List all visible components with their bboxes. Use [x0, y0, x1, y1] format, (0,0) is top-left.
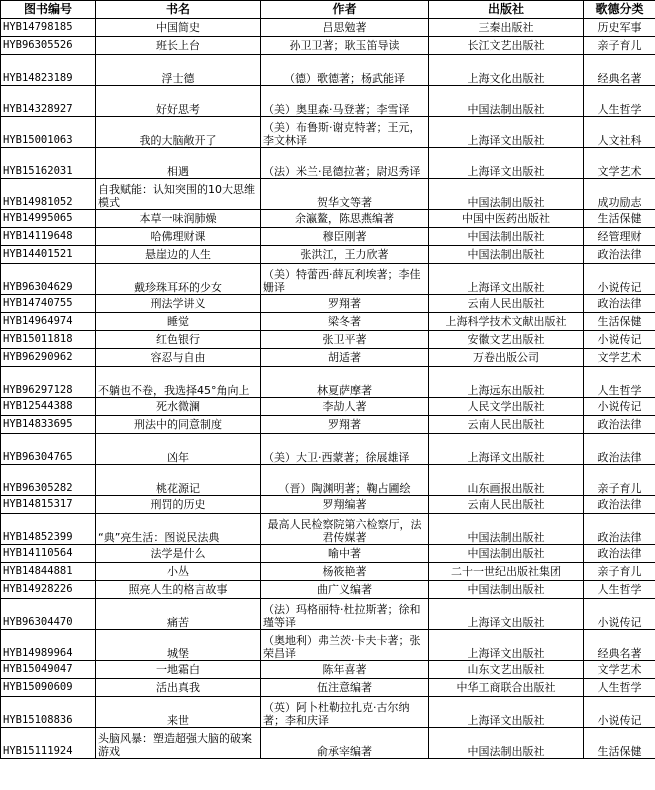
cell-publisher: 中国法制出版社	[429, 728, 584, 759]
cell-publisher: 山东画报出版社	[429, 465, 584, 496]
cell-publisher: 上海译文出版社	[429, 630, 584, 661]
table-row	[1, 55, 655, 86]
table-row	[1, 545, 655, 563]
cell-author: 曲广义编著	[261, 581, 429, 599]
cell-title: 我的大脑敞开了	[96, 117, 261, 148]
cell-author: （美）大卫·西蒙著；徐展雄译	[261, 434, 429, 465]
cell-book-id: HYB15001063	[1, 117, 96, 148]
cell-publisher: 中国法制出版社	[429, 179, 584, 210]
cell-author: （美）特蕾西·薛瓦利埃著；李佳姗译	[261, 264, 429, 295]
table-row	[1, 367, 655, 398]
table-row	[1, 563, 655, 581]
table-body	[1, 19, 655, 759]
cell-publisher: 中国法制出版社	[429, 545, 584, 563]
cell-book-id: HYB14401521	[1, 246, 96, 264]
cell-title: 刑法中的同意制度	[96, 416, 261, 434]
cell-category: 小说传记	[584, 697, 655, 728]
cell-category: 成功励志	[584, 179, 655, 210]
cell-book-id: HYB14928226	[1, 581, 96, 599]
cell-book-id: HYB14989964	[1, 630, 96, 661]
header-title: 书名	[96, 1, 261, 19]
cell-book-id: HYB14798185	[1, 19, 96, 37]
cell-title: 城堡	[96, 630, 261, 661]
table-row	[1, 679, 655, 697]
cell-publisher: 三秦出版社	[429, 19, 584, 37]
table-row	[1, 117, 655, 148]
cell-publisher: 中国法制出版社	[429, 514, 584, 545]
cell-author: 伍注意编著	[261, 679, 429, 697]
cell-title: “典”亮生活：图说民法典	[96, 514, 261, 545]
cell-book-id: HYB15090609	[1, 679, 96, 697]
cell-book-id: HYB14833695	[1, 416, 96, 434]
cell-author: 胡适著	[261, 349, 429, 367]
cell-author: 最高人民检察院第六检察厅，法君传媒著	[261, 514, 429, 545]
cell-book-id: HYB96305526	[1, 37, 96, 55]
table-row	[1, 661, 655, 679]
table-row	[1, 434, 655, 465]
cell-author: 杨筱艳著	[261, 563, 429, 581]
cell-title: 红色银行	[96, 331, 261, 349]
cell-title: 自我赋能：认知突围的10大思维模式	[96, 179, 261, 210]
cell-category: 政治法律	[584, 434, 655, 465]
cell-category: 政治法律	[584, 246, 655, 264]
table-row	[1, 210, 655, 228]
table-row	[1, 630, 655, 661]
cell-title: 相遇	[96, 148, 261, 179]
cell-title: 班长上台	[96, 37, 261, 55]
cell-category: 历史军事	[584, 19, 655, 37]
table-row	[1, 728, 655, 759]
cell-publisher: 长江文艺出版社	[429, 37, 584, 55]
cell-author: 罗翔著	[261, 416, 429, 434]
cell-title: 痛苦	[96, 599, 261, 630]
cell-title: 刑罚的历史	[96, 496, 261, 514]
cell-title: 中国简史	[96, 19, 261, 37]
cell-author: 林夏萨摩著	[261, 367, 429, 398]
cell-title: 浮士德	[96, 55, 261, 86]
cell-author: （美）奥里森·马登著；李雪译	[261, 86, 429, 117]
cell-category: 亲子育儿	[584, 563, 655, 581]
cell-title: 哈佛理财课	[96, 228, 261, 246]
cell-title: 死水微澜	[96, 398, 261, 416]
cell-book-id: HYB15011818	[1, 331, 96, 349]
cell-category: 生活保健	[584, 313, 655, 331]
cell-book-id: HYB14823189	[1, 55, 96, 86]
cell-category: 人生哲学	[584, 86, 655, 117]
cell-book-id: HYB14110564	[1, 545, 96, 563]
cell-publisher: 云南人民出版社	[429, 295, 584, 313]
cell-category: 生活保健	[584, 210, 655, 228]
header-row	[1, 1, 655, 19]
cell-author: 梁冬著	[261, 313, 429, 331]
cell-publisher: 上海译文出版社	[429, 264, 584, 295]
cell-category: 小说传记	[584, 264, 655, 295]
cell-author: （美）布鲁斯·谢克特著；王元，李文林译	[261, 117, 429, 148]
cell-category: 文学艺术	[584, 148, 655, 179]
cell-publisher: 万卷出版公司	[429, 349, 584, 367]
cell-publisher: 人民文学出版社	[429, 398, 584, 416]
cell-book-id: HYB96297128	[1, 367, 96, 398]
cell-category: 经典名著	[584, 630, 655, 661]
cell-author: （晋）陶渊明著；鞠占圃绘	[261, 465, 429, 496]
cell-title: 小丛	[96, 563, 261, 581]
cell-publisher: 中国法制出版社	[429, 228, 584, 246]
table-row	[1, 331, 655, 349]
cell-publisher: 上海译文出版社	[429, 434, 584, 465]
cell-book-id: HYB14740755	[1, 295, 96, 313]
cell-publisher: 二十一世纪出版社集团	[429, 563, 584, 581]
cell-publisher: 上海译文出版社	[429, 148, 584, 179]
cell-book-id: HYB96304765	[1, 434, 96, 465]
cell-author: （英）阿卜杜勒拉扎克·古尔纳著；李和庆译	[261, 697, 429, 728]
cell-author: 吕思勉著	[261, 19, 429, 37]
cell-publisher: 上海译文出版社	[429, 117, 584, 148]
cell-publisher: 中华工商联合出版社	[429, 679, 584, 697]
cell-title: 不躺也不卷，我选择45°角向上	[96, 367, 261, 398]
cell-author: （奥地利）弗兰茨·卡夫卡著；张荣昌译	[261, 630, 429, 661]
cell-category: 政治法律	[584, 496, 655, 514]
table-row	[1, 349, 655, 367]
table-row	[1, 581, 655, 599]
cell-publisher: 上海远东出版社	[429, 367, 584, 398]
table-row	[1, 179, 655, 210]
cell-title: 容忍与自由	[96, 349, 261, 367]
cell-author: 俞承宰编著	[261, 728, 429, 759]
cell-book-id: HYB14328927	[1, 86, 96, 117]
table-row	[1, 295, 655, 313]
cell-book-id: HYB96290962	[1, 349, 96, 367]
table-row	[1, 697, 655, 728]
cell-category: 人生哲学	[584, 581, 655, 599]
cell-category: 政治法律	[584, 416, 655, 434]
cell-book-id: HYB14815317	[1, 496, 96, 514]
cell-category: 人生哲学	[584, 367, 655, 398]
cell-publisher: 山东文艺出版社	[429, 661, 584, 679]
cell-book-id: HYB14981052	[1, 179, 96, 210]
table-row	[1, 514, 655, 545]
cell-book-id: HYB14119648	[1, 228, 96, 246]
cell-author: 喻中著	[261, 545, 429, 563]
table-row	[1, 228, 655, 246]
cell-category: 政治法律	[584, 545, 655, 563]
cell-author: （德）歌德著；杨武能译	[261, 55, 429, 86]
cell-category: 小说传记	[584, 331, 655, 349]
cell-book-id: HYB96304629	[1, 264, 96, 295]
table-row	[1, 398, 655, 416]
table-row	[1, 465, 655, 496]
cell-author: 余瀛鳌，陈思燕编著	[261, 210, 429, 228]
cell-author: （法）玛格丽特·杜拉斯著；徐和瑾等译	[261, 599, 429, 630]
cell-title: 好好思考	[96, 86, 261, 117]
cell-publisher: 中国法制出版社	[429, 246, 584, 264]
cell-title: 凶年	[96, 434, 261, 465]
cell-publisher: 中国法制出版社	[429, 581, 584, 599]
cell-book-id: HYB14852399	[1, 514, 96, 545]
cell-title: 桃花源记	[96, 465, 261, 496]
cell-title: 戴珍珠耳环的少女	[96, 264, 261, 295]
cell-book-id: HYB14844881	[1, 563, 96, 581]
cell-category: 小说传记	[584, 398, 655, 416]
cell-publisher: 上海科学技术文献出版社	[429, 313, 584, 331]
cell-category: 政治法律	[584, 295, 655, 313]
cell-publisher: 上海文化出版社	[429, 55, 584, 86]
cell-category: 亲子育儿	[584, 37, 655, 55]
table-row	[1, 496, 655, 514]
cell-publisher: 安徽文艺出版社	[429, 331, 584, 349]
cell-publisher: 中国中医药出版社	[429, 210, 584, 228]
cell-title: 刑法学讲义	[96, 295, 261, 313]
cell-publisher: 上海译文出版社	[429, 697, 584, 728]
cell-author: 陈年喜著	[261, 661, 429, 679]
cell-title: 头脑风暴：塑造超强大脑的破案游戏	[96, 728, 261, 759]
cell-title: 照亮人生的格言故事	[96, 581, 261, 599]
cell-author: 李劼人著	[261, 398, 429, 416]
cell-book-id: HYB96304470	[1, 599, 96, 630]
cell-author: 孙卫卫著；耿玉笛导读	[261, 37, 429, 55]
cell-publisher: 中国法制出版社	[429, 86, 584, 117]
cell-category: 人文社科	[584, 117, 655, 148]
table-row	[1, 246, 655, 264]
cell-author: 穆臣刚著	[261, 228, 429, 246]
table-row	[1, 313, 655, 331]
cell-title: 本草一味润肺燥	[96, 210, 261, 228]
cell-title: 悬崖边的人生	[96, 246, 261, 264]
cell-author: （法）米兰·昆德拉著；尉迟秀译	[261, 148, 429, 179]
header-book-id: 图书编号	[1, 1, 96, 19]
cell-author: 罗翔著	[261, 295, 429, 313]
cell-book-id: HYB15108836	[1, 697, 96, 728]
cell-title: 一地霜白	[96, 661, 261, 679]
cell-category: 文学艺术	[584, 661, 655, 679]
cell-publisher: 云南人民出版社	[429, 416, 584, 434]
cell-title: 睡觉	[96, 313, 261, 331]
cell-book-id: HYB12544388	[1, 398, 96, 416]
cell-title: 法学是什么	[96, 545, 261, 563]
cell-title: 活出真我	[96, 679, 261, 697]
cell-author: 罗翔编著	[261, 496, 429, 514]
cell-category: 经管理财	[584, 228, 655, 246]
cell-category: 文学艺术	[584, 349, 655, 367]
cell-book-id: HYB14964974	[1, 313, 96, 331]
cell-author: 张卫平著	[261, 331, 429, 349]
cell-category: 小说传记	[584, 599, 655, 630]
table-row	[1, 37, 655, 55]
cell-book-id: HYB96305282	[1, 465, 96, 496]
cell-book-id: HYB15111924	[1, 728, 96, 759]
cell-category: 生活保健	[584, 728, 655, 759]
cell-publisher: 上海译文出版社	[429, 599, 584, 630]
table-row	[1, 86, 655, 117]
cell-author: 张洪江，王力欣著	[261, 246, 429, 264]
table-row	[1, 416, 655, 434]
cell-publisher: 云南人民出版社	[429, 496, 584, 514]
cell-category: 经典名著	[584, 55, 655, 86]
header-category: 歌德分类	[584, 1, 655, 19]
cell-book-id: HYB15162031	[1, 148, 96, 179]
cell-category: 人生哲学	[584, 679, 655, 697]
cell-author: 贺华文等著	[261, 179, 429, 210]
table-row	[1, 599, 655, 630]
cell-book-id: HYB15049047	[1, 661, 96, 679]
table-row	[1, 148, 655, 179]
cell-book-id: HYB14995065	[1, 210, 96, 228]
header-author: 作者	[261, 1, 429, 19]
table-row	[1, 19, 655, 37]
header-publisher: 出版社	[429, 1, 584, 19]
cell-title: 来世	[96, 697, 261, 728]
cell-category: 政治法律	[584, 514, 655, 545]
cell-category: 亲子育儿	[584, 465, 655, 496]
table-row	[1, 264, 655, 295]
